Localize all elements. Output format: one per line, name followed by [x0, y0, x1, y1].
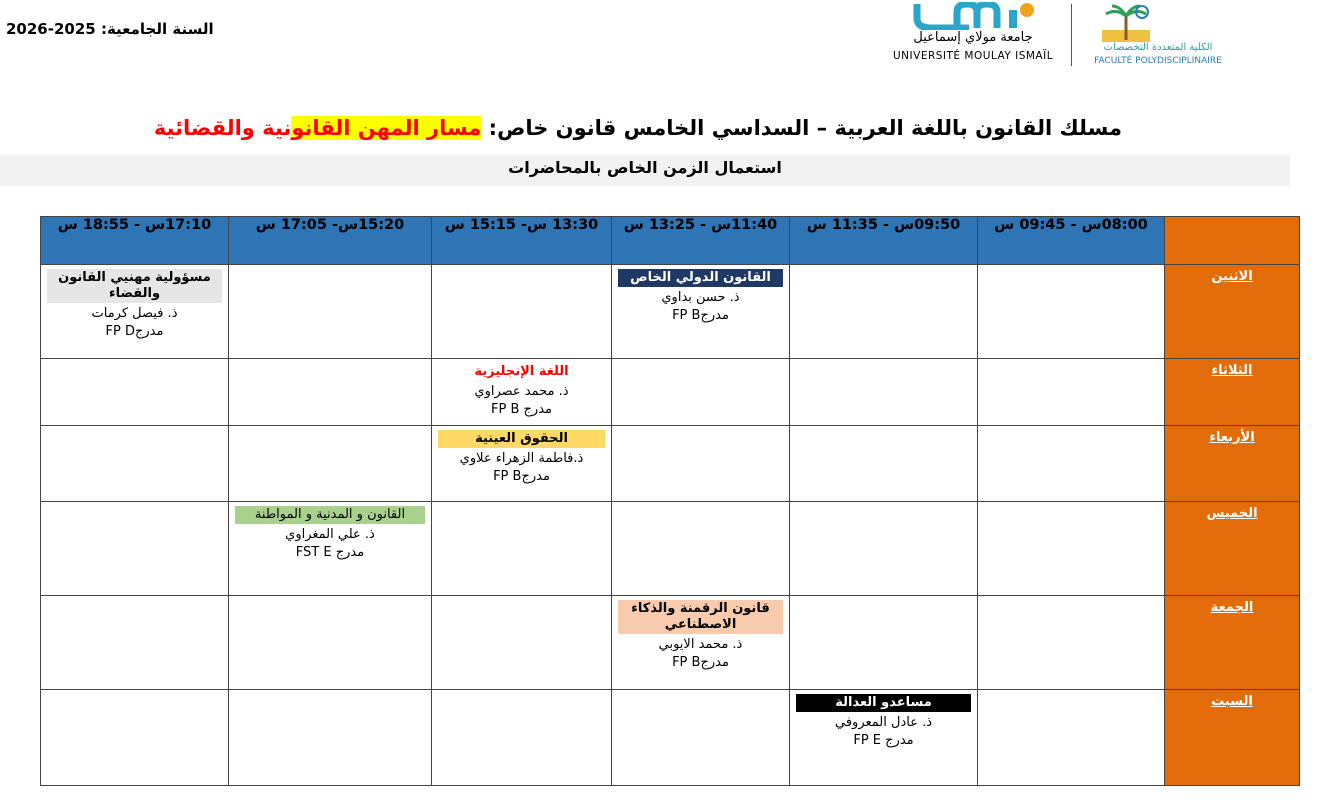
logo-separator [1071, 4, 1072, 66]
schedule-cell [978, 426, 1165, 502]
title-track-rest: نية والقضائية [153, 116, 292, 140]
schedule-cell [978, 359, 1165, 426]
time-slot-1: 08:00س - 09:45 س [978, 217, 1165, 265]
day-row [41, 596, 1300, 690]
schedule-cell [978, 265, 1165, 359]
lecture-block [432, 359, 611, 419]
lecture-room: مدرجFP D [105, 324, 164, 339]
schedule-cell [229, 690, 432, 786]
schedule-cell [41, 265, 229, 359]
day-row [41, 265, 1300, 359]
schedule-cell [612, 426, 790, 502]
lecture-block [790, 690, 977, 750]
day-row [41, 426, 1300, 502]
schedule-cell [978, 596, 1165, 690]
day-row [41, 359, 1300, 426]
schedule-cell [229, 426, 432, 502]
title-main: مسلك القانون باللغة العربية – السداسي الخامس قانون خاص: [481, 116, 1122, 140]
lecture-room: مدرج FST E [295, 545, 365, 560]
schedule-cell [432, 596, 612, 690]
time-slot-6: 17:10س - 18:55 س [41, 217, 229, 265]
schedule-cell [432, 359, 612, 426]
umi-french-name: UNIVERSITÉ MOULAY ISMAÏL [893, 50, 1054, 62]
course-name: الحقوق العينية [438, 430, 605, 448]
lecture-room: مدرجFP B [493, 469, 550, 484]
faculty-logo [1090, 2, 1230, 68]
schedule-cell [612, 596, 790, 690]
lecture-room: مدرجFP B [672, 655, 729, 670]
professor-name: ذ. عادل المعروفي [835, 715, 932, 730]
schedule-cell [790, 596, 978, 690]
day-name: الاثنين [1211, 269, 1253, 284]
page-subtitle: استعمال الزمن الخاص بالمحاضرات [508, 158, 782, 177]
schedule-cell [41, 690, 229, 786]
course-name: القانون و المدنية و المواطنة [235, 506, 425, 524]
lecture-block [41, 265, 228, 341]
schedule-cell [432, 690, 612, 786]
schedule-cell [229, 359, 432, 426]
day-name: الثلاثاء [1211, 363, 1253, 378]
academic-year: السنة الجامعية: 2025-2026 [6, 20, 214, 38]
course-name: اللغة الإنجليزية [474, 364, 569, 379]
schedule-cell [612, 690, 790, 786]
schedule-cell [432, 502, 612, 596]
schedule-cell [790, 265, 978, 359]
lecture-block [612, 596, 789, 672]
time-slot-2: 09:50س - 11:35 س [790, 217, 978, 265]
lecture-block [229, 502, 431, 562]
day-label-cell [1165, 359, 1300, 426]
schedule-cell [978, 502, 1165, 596]
page-title [100, 116, 1122, 140]
schedule-cell [229, 502, 432, 596]
day-label-cell [1165, 426, 1300, 502]
lecture-block [432, 426, 611, 486]
umi-logo-mark-icon [913, 2, 1035, 30]
day-label-cell [1165, 690, 1300, 786]
schedule-cell [41, 426, 229, 502]
professor-name: ذ.فاطمة الزهراء علاوي [459, 451, 584, 466]
umi-arabic-name: جامعة مولاي إسماعيل [913, 30, 1033, 45]
schedule-cell [432, 265, 612, 359]
day-name: السبت [1211, 694, 1253, 709]
professor-name: ذ. حسن بداوي [661, 290, 740, 305]
day-label-cell [1165, 596, 1300, 690]
professor-name: ذ. محمد عصراوي [474, 384, 569, 399]
day-name: الخميس [1206, 506, 1258, 521]
schedule-cell [790, 690, 978, 786]
time-slot-3: 11:40س - 13:25 س [612, 217, 790, 265]
corner-cell [1165, 217, 1300, 265]
professor-name: ذ. محمد الايوبي [658, 637, 743, 652]
time-slot-header-row [41, 217, 1300, 265]
time-slot-4: 13:30 س- 15:15 س [432, 217, 612, 265]
schedule-cell [229, 265, 432, 359]
day-name: الأربعاء [1209, 430, 1255, 445]
schedule-cell [790, 426, 978, 502]
schedule-cell [612, 359, 790, 426]
course-name: القانون الدولي الخاص [618, 269, 783, 287]
schedule-cell [790, 502, 978, 596]
time-slot-5: 15:20س- 17:05 س [229, 217, 432, 265]
timetable [40, 216, 1300, 786]
day-label-cell [1165, 502, 1300, 596]
schedule-cell [978, 690, 1165, 786]
day-row [41, 690, 1300, 786]
lecture-block [612, 265, 789, 325]
schedule-cell [41, 502, 229, 596]
lecture-room: مدرج FP E [853, 733, 914, 748]
schedule-cell [41, 359, 229, 426]
lecture-room: مدرجFP B [672, 308, 729, 323]
course-name: مساعدو العدالة [796, 694, 971, 712]
schedule-cell [612, 502, 790, 596]
faculty-french-name: FACULTÉ POLYDISCIPLINAIRE [1094, 56, 1222, 66]
day-row [41, 502, 1300, 596]
schedule-cell [612, 265, 790, 359]
palm-tree-icon [1098, 4, 1154, 44]
schedule-cell [432, 426, 612, 502]
day-label-cell [1165, 265, 1300, 359]
professor-name: ذ. علي المغراوي [285, 527, 375, 542]
schedule-cell [229, 596, 432, 690]
umi-logo [893, 2, 1063, 68]
faculty-arabic-name: الكلية المتعددة التخصصات [1103, 42, 1213, 53]
course-name: مسؤولية مهنيي القانون والقضاء [47, 269, 222, 303]
lecture-room: مدرج FP B [491, 402, 552, 417]
schedule-cell [790, 359, 978, 426]
day-name: الجمعة [1210, 600, 1254, 615]
course-name: قانون الرقمنة والذكاء الاصطناعي [618, 600, 783, 634]
schedule-cell [41, 596, 229, 690]
professor-name: ذ. فيصل كرمات [91, 306, 178, 321]
title-track-highlight: مسار المهن القانو [291, 116, 482, 140]
